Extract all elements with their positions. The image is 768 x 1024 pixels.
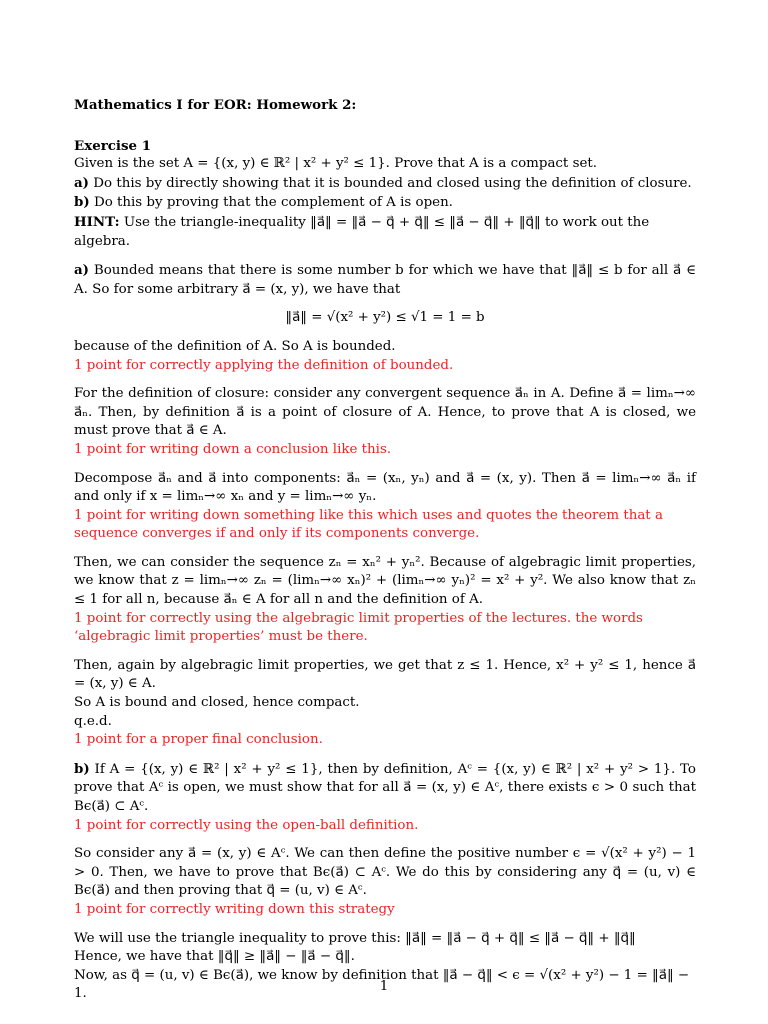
part-b-open-text: If A = {(x, y) ∈ ℝ² | x² + y² ≤ 1}, then by definition, Aᶜ = {(x, y) ∈ ℝ² | x² + y² > 1}. To prove that Aᶜ is open, we must show that for all a⃗ = (x, y) ∈ Aᶜ, there exists ϵ > 0 such that Bϵ(a⃗) ⊂ Aᶜ. [74, 761, 696, 814]
epsilon-definition: So consider any a⃗ = (x, y) ∈ Aᶜ. We can then define the positive number ϵ = √(x² + y²) − 1 > 0. Then, we have to prove that Bϵ(a⃗) ⊂ Aᶜ. We do this by considering any q⃗ = (u, v) ∈ Bϵ(a⃗) and then proving that q⃗ = (u, v) ∈ Aᶜ. [74, 846, 696, 899]
document-title: Mathematics I for EOR: Homework 2: [74, 97, 357, 113]
compact-conclusion: So A is bound and closed, hence compact. [74, 695, 360, 711]
exercise-heading: Exercise 1 [74, 137, 152, 154]
task-b-label: b) [74, 194, 90, 211]
grading-note-final: 1 point for a proper final conclusion. [74, 732, 323, 748]
task-a-label: a) [74, 174, 90, 191]
grading-note-limit-properties: 1 point for correctly using the algebragic limit properties of the lectures. the words ‘algebragic limit properties’ must be there. [74, 610, 643, 645]
document-page [74, 96, 696, 1004]
task-b [74, 193, 696, 213]
grading-note-open-ball: 1 point for correctly using the open-ball definition. [74, 817, 419, 833]
part-b-label: b) [74, 760, 90, 777]
page-number: 1 [379, 979, 389, 994]
part-a-bounded-text: Bounded means that there is some number b for which we have that ‖a⃗‖ ≤ b for all a⃗ ∈ A. So for some arbitrary a⃗ = (x, y), we have that [74, 263, 696, 297]
hint-text: Use the triangle-inequality ‖a⃗‖ = ‖a⃗ − q⃗ + q⃗‖ ≤ ‖a⃗ − q⃗‖ + ‖q⃗‖ to work out the algebra. [74, 214, 650, 249]
grading-note-components: 1 point for writing down something like this which uses and quotes the theorem that a sequence converges if and only if its components converge. [74, 507, 663, 542]
bounded-conclusion: because of the definition of A. So A is bounded. [74, 338, 396, 354]
norm-lower-bound: Hence, we have that ‖q⃗‖ ≥ ‖a⃗‖ − ‖a⃗ − q⃗‖. [74, 949, 355, 965]
part-a-bounded [74, 261, 696, 299]
closure-definition: For the definition of closure: consider any convergent sequence a⃗ₙ in A. Define a⃗ = limₙ→∞ a⃗ₙ. Then, by definition a⃗ is a point of closure of A. Hence, to prove that A is closed, we must prove that a⃗ ∈ A. [74, 386, 696, 439]
task-b-text: Do this by proving that the complement of A is open. [89, 195, 453, 211]
norm-equation: ‖a⃗‖ = √(x² + y²) ≤ √1 = 1 = b [285, 310, 485, 326]
exercise-given: Given is the set A = {(x, y) ∈ ℝ² | x² + y² ≤ 1}. Prove that A is a compact set. [74, 156, 598, 172]
grading-note-bounded: 1 point for correctly applying the definition of bounded. [74, 357, 454, 373]
part-b-open [74, 760, 696, 817]
hint [74, 213, 696, 251]
triangle-inequality: We will use the triangle inequality to prove this: ‖a⃗‖ = ‖a⃗ − q⃗ + q⃗‖ ≤ ‖a⃗ − q⃗‖ + ‖q⃗‖ [74, 930, 636, 946]
grading-note-conclusion: 1 point for writing down a conclusion like this. [74, 441, 392, 457]
qed: q.e.d. [74, 713, 112, 729]
sequence-z: Then, we can consider the sequence zₙ = xₙ² + yₙ². Because of algebragic limit properties, we know that z = limₙ→∞ zₙ = (limₙ→∞ xₙ)² + (limₙ→∞ yₙ)² = x² + y². We also know that zₙ ≤ 1 for all n, because a⃗ₙ ∈ A for all n and the definition of A. [74, 554, 696, 608]
grading-note-strategy: 1 point for correctly writing down this strategy [74, 901, 395, 917]
limit-conclusion: Then, again by algebragic limit properties, we get that z ≤ 1. Hence, x² + y² ≤ 1, hence a⃗ = (x, y) ∈ A. [74, 657, 696, 692]
hint-label: HINT: [74, 213, 120, 230]
task-a-text: Do this by directly showing that it is bounded and closed using the definition of closure. [89, 175, 692, 191]
task-a [74, 174, 696, 194]
part-a-label: a) [74, 262, 90, 279]
decompose-components: Decompose a⃗ₙ and a⃗ into components: a⃗ₙ = (xₙ, yₙ) and a⃗ = (x, y). Then a⃗ = limₙ→∞ a⃗ₙ if and only if x = limₙ→∞ xₙ and y = limₙ→∞ yₙ. [74, 470, 696, 505]
ball-membership: Now, as q⃗ = (u, v) ∈ Bϵ(a⃗), we know by definition that ‖a⃗ − q⃗‖ < ϵ = √(x² + y²) − 1 = ‖a⃗‖ − 1. [74, 967, 690, 1002]
